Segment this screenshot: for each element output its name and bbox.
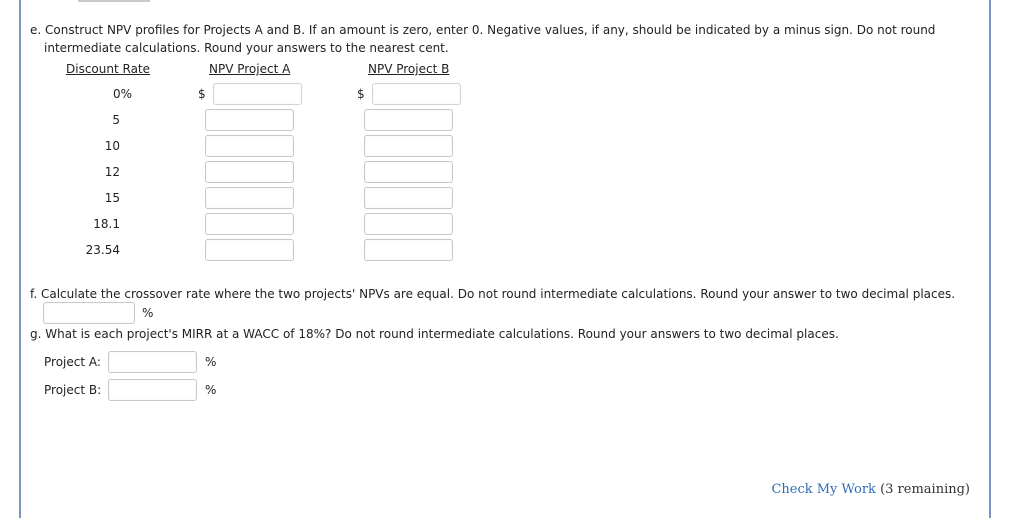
rate-label: 18.1	[93, 217, 120, 231]
npv-b-input-rate-5[interactable]	[364, 109, 453, 131]
rate-label: 23.54	[85, 243, 120, 257]
npv-b-input-rate-0[interactable]	[372, 83, 461, 105]
dollar-sign-b: $	[357, 87, 365, 101]
rate-label: 12	[104, 165, 120, 179]
header-npv-project-b: NPV Project B	[368, 62, 450, 76]
npv-b-input-rate-10[interactable]	[364, 135, 453, 157]
mirr-a-percent-sign: %	[205, 355, 217, 369]
attempts-remaining: (3 remaining)	[880, 482, 970, 497]
header-npv-project-a: NPV Project A	[209, 62, 291, 76]
crossover-percent-sign: %	[142, 306, 154, 320]
npv-b-input-rate-18-1[interactable]	[364, 213, 453, 235]
dollar-sign-a: $	[198, 87, 206, 101]
part-e-prompt-line1: e. Construct NPV profiles for Projects A and B. If an amount is zero, enter 0. Negative values, if any, should be indicated by a minus sign. Do not round	[30, 23, 936, 37]
check-my-work-area	[771, 482, 970, 497]
project-a-label: Project A:	[44, 355, 101, 369]
rate-label: 5	[112, 113, 120, 127]
npv-b-input-rate-12[interactable]	[364, 161, 453, 183]
crossover-rate-input[interactable]	[43, 302, 135, 324]
header-discount-rate: Discount Rate	[66, 62, 151, 76]
mirr-project-b-input[interactable]	[108, 379, 197, 401]
mirr-project-a-input[interactable]	[108, 351, 197, 373]
top-divider	[78, 0, 150, 2]
rate-label: 10	[104, 139, 120, 153]
npv-a-input-rate-23-54[interactable]	[205, 239, 294, 261]
npv-a-input-rate-18-1[interactable]	[205, 213, 294, 235]
npv-a-input-rate-12[interactable]	[205, 161, 294, 183]
content-frame	[19, 0, 991, 518]
check-my-work-link[interactable]: Check My Work	[771, 482, 876, 497]
mirr-b-percent-sign: %	[205, 383, 217, 397]
npv-a-input-rate-5[interactable]	[205, 109, 294, 131]
rate-label: 0%	[112, 87, 132, 101]
npv-b-input-rate-23-54[interactable]	[364, 239, 453, 261]
npv-a-input-rate-0[interactable]	[213, 83, 302, 105]
part-e-prompt-line2: intermediate calculations. Round your answers to the nearest cent.	[44, 41, 449, 55]
npv-a-input-rate-15[interactable]	[205, 187, 294, 209]
npv-b-input-rate-15[interactable]	[364, 187, 453, 209]
part-g-prompt: g. What is each project's MIRR at a WACC of 18%? Do not round intermediate calculations. Round your answers to two decimal places.	[30, 327, 839, 341]
part-f-prompt: f. Calculate the crossover rate where the two projects' NPVs are equal. Do not round intermediate calculations. Round your answer to two decimal places.	[30, 287, 956, 301]
npv-a-input-rate-10[interactable]	[205, 135, 294, 157]
project-b-label: Project B:	[44, 383, 102, 397]
rate-label: 15	[104, 191, 120, 205]
